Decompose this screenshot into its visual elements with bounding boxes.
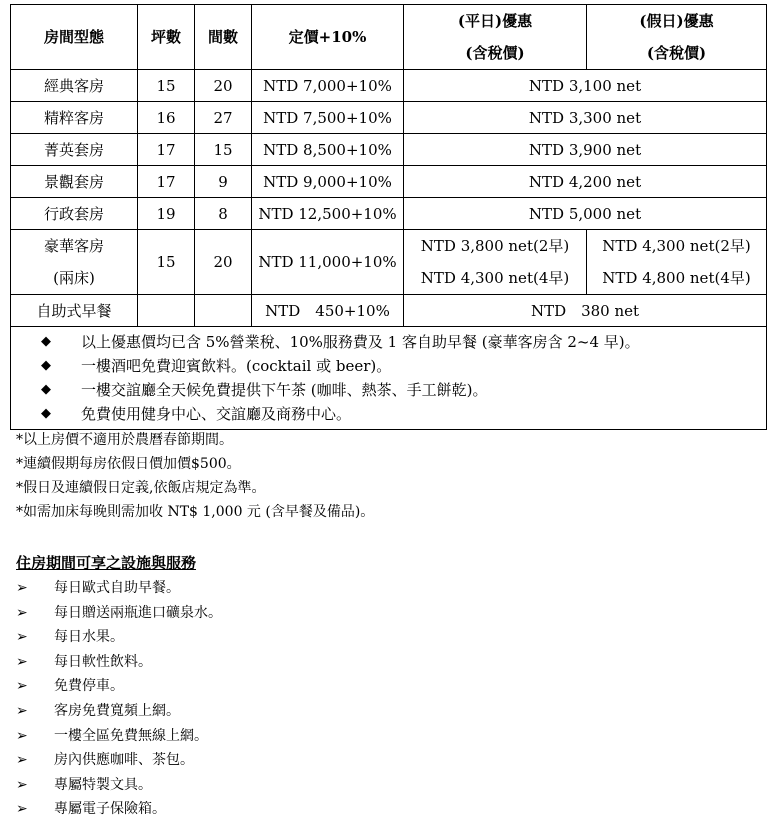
- deluxe-weekday-2: NTD 3,800 net(2早): [420, 237, 570, 255]
- header-holiday-line1: (假日)優惠: [639, 12, 714, 30]
- service-text: 一樓全區免費無線上網。: [54, 727, 208, 744]
- arrow-bullet-icon: ➢: [16, 580, 28, 596]
- room-list-price: NTD 7,000+10%: [252, 70, 404, 102]
- table-row-deluxe: [11, 230, 767, 295]
- diamond-bullet-icon: ◆: [41, 406, 51, 421]
- table-row-breakfast: [11, 295, 767, 327]
- service-text: 客房免費寬頻上網。: [54, 702, 180, 719]
- breakfast-offer: NTD 380 net: [404, 295, 767, 327]
- arrow-bullet-icon: ➢: [16, 653, 28, 670]
- service-text: 每日贈送兩瓶進口礦泉水。: [54, 604, 222, 621]
- services-title: 住房期間可享之設施與服務: [16, 554, 197, 572]
- deluxe-room-type: [11, 230, 138, 295]
- room-count: 8: [195, 198, 252, 230]
- service-text: 每日軟性飲料。: [54, 653, 152, 670]
- header-weekday-line1: (平日)優惠: [457, 12, 533, 30]
- footnote: *如需加床每晚則需加收 NT$ 1,000 元 (含早餐及備品)。: [16, 504, 375, 520]
- diamond-bullet-icon: ◆: [41, 334, 51, 349]
- header-weekday-line2: (含稅價): [465, 44, 525, 62]
- deluxe-type-line2: (兩床): [53, 269, 95, 287]
- room-count: 9: [195, 166, 252, 198]
- room-list-price: NTD 12,500+10%: [252, 198, 404, 230]
- footnote: *以上房價不適用於農曆春節期間。: [16, 432, 233, 448]
- list-item: [16, 773, 222, 798]
- arrow-bullet-icon: ➢: [16, 801, 28, 818]
- room-offer: NTD 3,900 net: [404, 134, 767, 166]
- breakfast-count: [195, 295, 252, 327]
- header-ping: 坪數: [138, 5, 195, 70]
- service-text: 免費停車。: [54, 678, 124, 695]
- breakfast-type: 自助式早餐: [11, 295, 138, 327]
- note-item: [41, 354, 766, 378]
- note-item: [41, 402, 766, 426]
- note-text: 以上優惠價均已含 5%營業稅、10%服務費及 1 客自助早餐 (豪華客房含 2~4 早)。: [81, 333, 640, 351]
- header-list-price: 定價+10%: [252, 5, 404, 70]
- list-item: [16, 797, 222, 822]
- footnote: *假日及連續假日定義,依飯店規定為準。: [16, 480, 266, 496]
- room-offer: NTD 5,000 net: [404, 198, 767, 230]
- room-ping: 19: [138, 198, 195, 230]
- room-type: 精粹客房: [11, 102, 138, 134]
- header-room-type: 房間型態: [11, 5, 138, 70]
- arrow-bullet-icon: ➢: [16, 752, 28, 769]
- room-count: 15: [195, 134, 252, 166]
- header-rooms: 間數: [195, 5, 252, 70]
- list-item: [16, 601, 222, 626]
- diamond-bullet-icon: ◆: [41, 382, 51, 397]
- arrow-bullet-icon: ➢: [16, 604, 28, 621]
- room-ping: 15: [138, 70, 195, 102]
- deluxe-ping: 15: [138, 230, 195, 295]
- note-text: 免費使用健身中心、交誼廳及商務中心。: [81, 405, 352, 423]
- diamond-bullet-icon: ◆: [41, 358, 51, 373]
- notes-cell: [11, 327, 767, 430]
- deluxe-weekday-4: NTD 4,300 net(4早): [420, 269, 570, 287]
- room-ping: 16: [138, 102, 195, 134]
- list-item: [16, 724, 222, 749]
- room-count: 27: [195, 102, 252, 134]
- room-offer: NTD 3,100 net: [404, 70, 767, 102]
- room-type: 菁英套房: [11, 134, 138, 166]
- room-count: 20: [195, 70, 252, 102]
- note-item: [41, 330, 766, 354]
- room-ping: 17: [138, 134, 195, 166]
- service-text: 房內供應咖啡、茶包。: [54, 752, 194, 769]
- room-list-price: NTD 9,000+10%: [252, 166, 404, 198]
- table-row: [11, 134, 767, 166]
- note-text: 一樓交誼廳全天候免費提供下午茶 (咖啡、熱茶、手工餅乾)。: [81, 381, 488, 399]
- table-header-row: [11, 5, 767, 70]
- table-row: [11, 102, 767, 134]
- arrow-bullet-icon: ➢: [16, 702, 28, 719]
- services-list: [16, 576, 222, 822]
- arrow-bullet-icon: ➢: [16, 776, 28, 793]
- list-item: [16, 674, 222, 699]
- arrow-bullet-icon: ➢: [16, 629, 28, 646]
- list-item: [16, 576, 222, 601]
- table-notes-row: [11, 327, 767, 430]
- deluxe-weekday-offer: [404, 230, 587, 295]
- rate-table: [10, 4, 767, 430]
- footnote: *連續假期每房依假日價加價$500。: [16, 456, 241, 472]
- room-ping: 17: [138, 166, 195, 198]
- room-offer: NTD 3,300 net: [404, 102, 767, 134]
- breakfast-price: NTD 450+10%: [252, 295, 404, 327]
- deluxe-type-line1: 豪華客房: [43, 237, 104, 255]
- list-item: [16, 748, 222, 773]
- service-text: 專屬特製文具。: [54, 776, 152, 793]
- service-text: 每日水果。: [54, 629, 124, 646]
- arrow-bullet-icon: ➢: [16, 727, 28, 744]
- arrow-bullet-icon: ➢: [16, 678, 28, 695]
- list-item: [16, 650, 222, 675]
- list-item: [16, 699, 222, 724]
- service-text: 專屬電子保險箱。: [54, 801, 166, 818]
- room-type: 行政套房: [11, 198, 138, 230]
- room-type: 經典客房: [11, 70, 138, 102]
- deluxe-holiday-4: NTD 4,800 net(4早): [602, 269, 751, 287]
- deluxe-holiday-offer: [587, 230, 767, 295]
- header-holiday: [587, 5, 767, 70]
- deluxe-count: 20: [195, 230, 252, 295]
- breakfast-ping: [138, 295, 195, 327]
- room-type: 景觀套房: [11, 166, 138, 198]
- note-text: 一樓酒吧免費迎賓飲料。(cocktail 或 beer)。: [81, 357, 392, 375]
- room-offer: NTD 4,200 net: [404, 166, 767, 198]
- list-item: [16, 625, 222, 650]
- deluxe-list-price: NTD 11,000+10%: [252, 230, 404, 295]
- header-holiday-line2: (含稅價): [646, 44, 707, 62]
- table-row: [11, 166, 767, 198]
- deluxe-holiday-2: NTD 4,300 net(2早): [602, 237, 751, 255]
- room-list-price: NTD 7,500+10%: [252, 102, 404, 134]
- table-row: [11, 70, 767, 102]
- header-weekday: [404, 5, 587, 70]
- note-item: [41, 378, 766, 402]
- room-list-price: NTD 8,500+10%: [252, 134, 404, 166]
- service-text: 每日歐式自助早餐。: [54, 580, 180, 596]
- table-row: [11, 198, 767, 230]
